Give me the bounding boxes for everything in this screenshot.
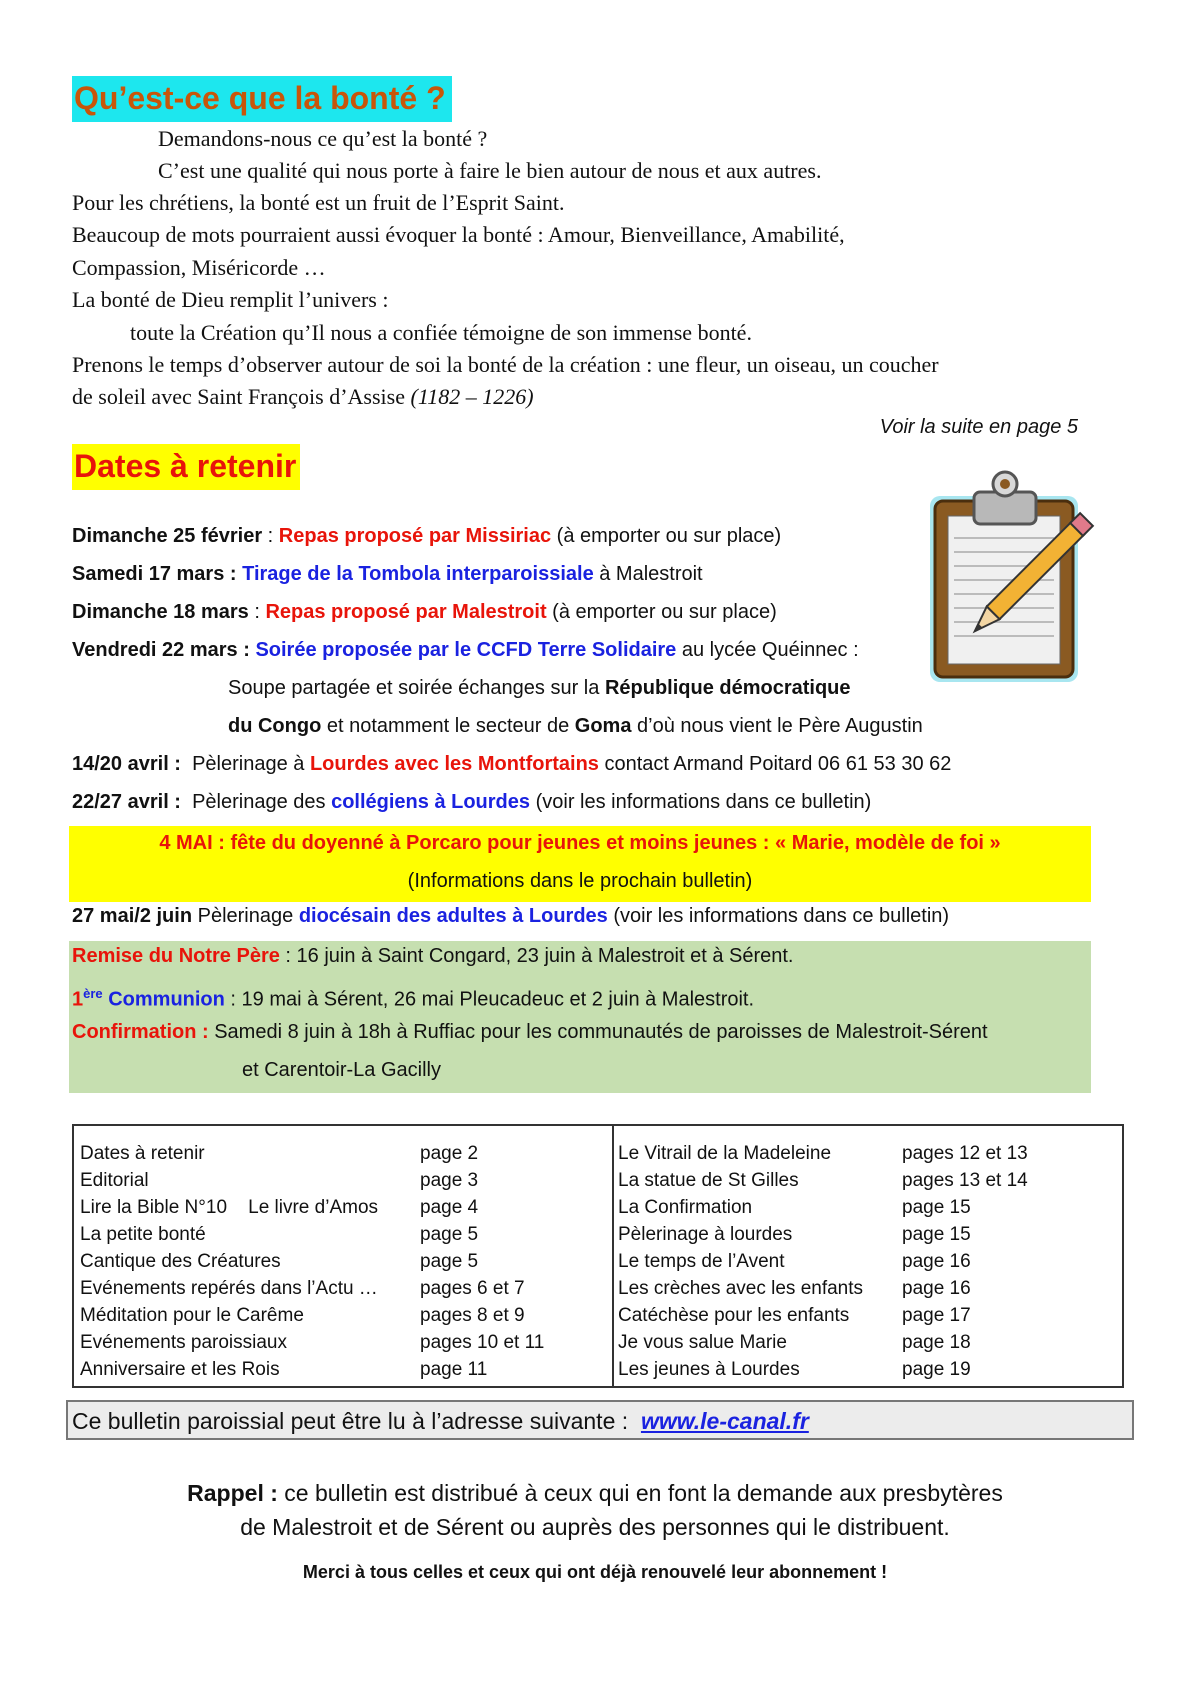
paragraph-line: Prenons le temps d’observer autour de soi la bonté de la création : une fleur, un oiseau, un coucher xyxy=(72,352,939,377)
paragraph-line-last xyxy=(72,384,534,410)
highlight-box-mai xyxy=(69,826,1091,902)
mai-info: (Informations dans le prochain bulletin) xyxy=(407,870,753,892)
toc-item: Méditation pour le Carême pages 8 et 9 xyxy=(80,1305,525,1326)
toc-divider xyxy=(612,1126,614,1386)
rappel-line: de Malestroit et de Sérent ou auprès des personnes qui le distribuent. xyxy=(240,1514,950,1540)
event-row: 22/27 avril : Pèlerinage des collégiens à Lourdes (voir les informations dans ce bulletin) xyxy=(72,791,872,813)
sacrament-row: et Carentoir-La Gacilly xyxy=(242,1059,441,1081)
event-row: Dimanche 18 mars : Repas proposé par Malestroit (à emporter ou sur place) xyxy=(72,601,777,623)
paragraph-text: de soleil avec Saint François d’Assise xyxy=(72,384,405,409)
section-title-bonte: Qu’est-ce que la bonté ? xyxy=(72,76,452,122)
toc-item: Editorial page 3 xyxy=(80,1170,479,1191)
toc-item: Catéchèse pour les enfants page 17 xyxy=(618,1305,971,1326)
sacrament-row: Remise du Notre Père : 16 juin à Saint Congard, 23 juin à Malestroit et à Sérent. xyxy=(72,945,794,967)
website-line: Ce bulletin paroissial peut être lu à l’adresse suivante : www.le-canal.fr xyxy=(72,1408,809,1434)
toc-item: Le temps de l’Avent page 16 xyxy=(618,1251,971,1272)
thanks-note: Merci à tous celles et ceux qui ont déjà renouvelé leur abonnement ! xyxy=(302,1562,888,1582)
sacrament-row: Confirmation : Samedi 8 juin à 18h à Ruffiac pour les communautés de paroisses de Malestroit-Sérent xyxy=(72,1021,988,1043)
toc-item: Les crèches avec les enfants page 16 xyxy=(618,1278,971,1299)
paragraph-line: toute la Création qu’Il nous a confiée témoigne de son immense bonté. xyxy=(130,320,752,345)
table-of-contents xyxy=(72,1124,1124,1388)
assise-dates: (1182 – 1226) xyxy=(410,384,534,409)
event-row: Dimanche 25 février : Repas proposé par Missiriac (à emporter ou sur place) xyxy=(72,525,782,547)
event-row: 27 mai/2 juin Pèlerinage diocésain des adultes à Lourdes (voir les informations dans ce bulletin) xyxy=(72,905,950,927)
toc-item: La petite bonté page 5 xyxy=(80,1224,479,1245)
toc-item: Cantique des Créatures page 5 xyxy=(80,1251,479,1272)
event-row: 14/20 avril : Pèlerinage à Lourdes avec les Montfortains contact Armand Poitard 06 61 53 30 62 xyxy=(72,753,952,775)
toc-item: Anniversaire et les Rois page 11 xyxy=(80,1359,488,1380)
toc-item: Evénements repérés dans l’Actu … pages 6 et 7 xyxy=(80,1278,525,1299)
toc-item: Pèlerinage à lourdes page 15 xyxy=(618,1224,971,1245)
mai-event: 4 MAI : fête du doyenné à Porcaro pour jeunes et moins jeunes : « Marie, modèle de foi » xyxy=(159,832,1001,854)
event-row: Samedi 17 mars : Tirage de la Tombola interparoissiale à Malestroit xyxy=(72,563,703,585)
toc-item: Evénements paroissiaux pages 10 et 11 xyxy=(80,1332,545,1353)
event-detail: du Congo et notamment le secteur de Goma d’où nous vient le Père Augustin xyxy=(228,715,923,737)
toc-right-column xyxy=(618,1140,1118,1383)
website-box xyxy=(66,1400,1134,1440)
suite-link-text: Voir la suite en page 5 xyxy=(879,416,1078,438)
paragraph-line: Beaucoup de mots pourraient aussi évoquer la bonté : Amour, Bienveillance, Amabilité, xyxy=(72,222,845,247)
paragraph-line: C’est une qualité qui nous porte à faire le bien autour de nous et aux autres. xyxy=(158,158,822,183)
paragraph-line: La bonté de Dieu remplit l’univers : xyxy=(72,287,389,312)
paragraph-line: Pour les chrétiens, la bonté est un fruit de l’Esprit Saint. xyxy=(72,190,565,215)
event-detail: Soupe partagée et soirée échanges sur la République démocratique xyxy=(228,677,851,699)
toc-item: Le Vitrail de la Madeleine pages 12 et 13 xyxy=(618,1143,1028,1164)
section-title-dates: Dates à retenir xyxy=(72,444,300,490)
toc-item: La statue de St Gilles pages 13 et 14 xyxy=(618,1170,1028,1191)
toc-item: Je vous salue Marie page 18 xyxy=(618,1332,971,1353)
toc-item: Lire la Bible N°10 Le livre d’Amos page 4 xyxy=(80,1197,479,1218)
toc-left-column xyxy=(80,1140,600,1383)
paragraph-line: Compassion, Miséricorde … xyxy=(72,255,326,280)
rappel-line: Rappel : ce bulletin est distribué à ceux qui en font la demande aux presbytères xyxy=(187,1480,1003,1506)
event-row: Vendredi 22 mars : Soirée proposée par le CCFD Terre Solidaire au lycée Quéinnec : xyxy=(72,639,859,661)
toc-item: Dates à retenir page 2 xyxy=(80,1143,479,1164)
clipboard-pencil-icon xyxy=(928,468,1098,684)
sacrament-row: 1ère Communion : 19 mai à Sérent, 26 mai Pleucadeuc et 2 juin à Malestroit. xyxy=(72,986,755,1011)
toc-item: Les jeunes à Lourdes page 19 xyxy=(618,1359,971,1380)
website-link[interactable]: www.le-canal.fr xyxy=(640,1408,809,1434)
paragraph-line: Demandons-nous ce qu’est la bonté ? xyxy=(158,126,488,151)
toc-item: La Confirmation page 15 xyxy=(618,1197,971,1218)
